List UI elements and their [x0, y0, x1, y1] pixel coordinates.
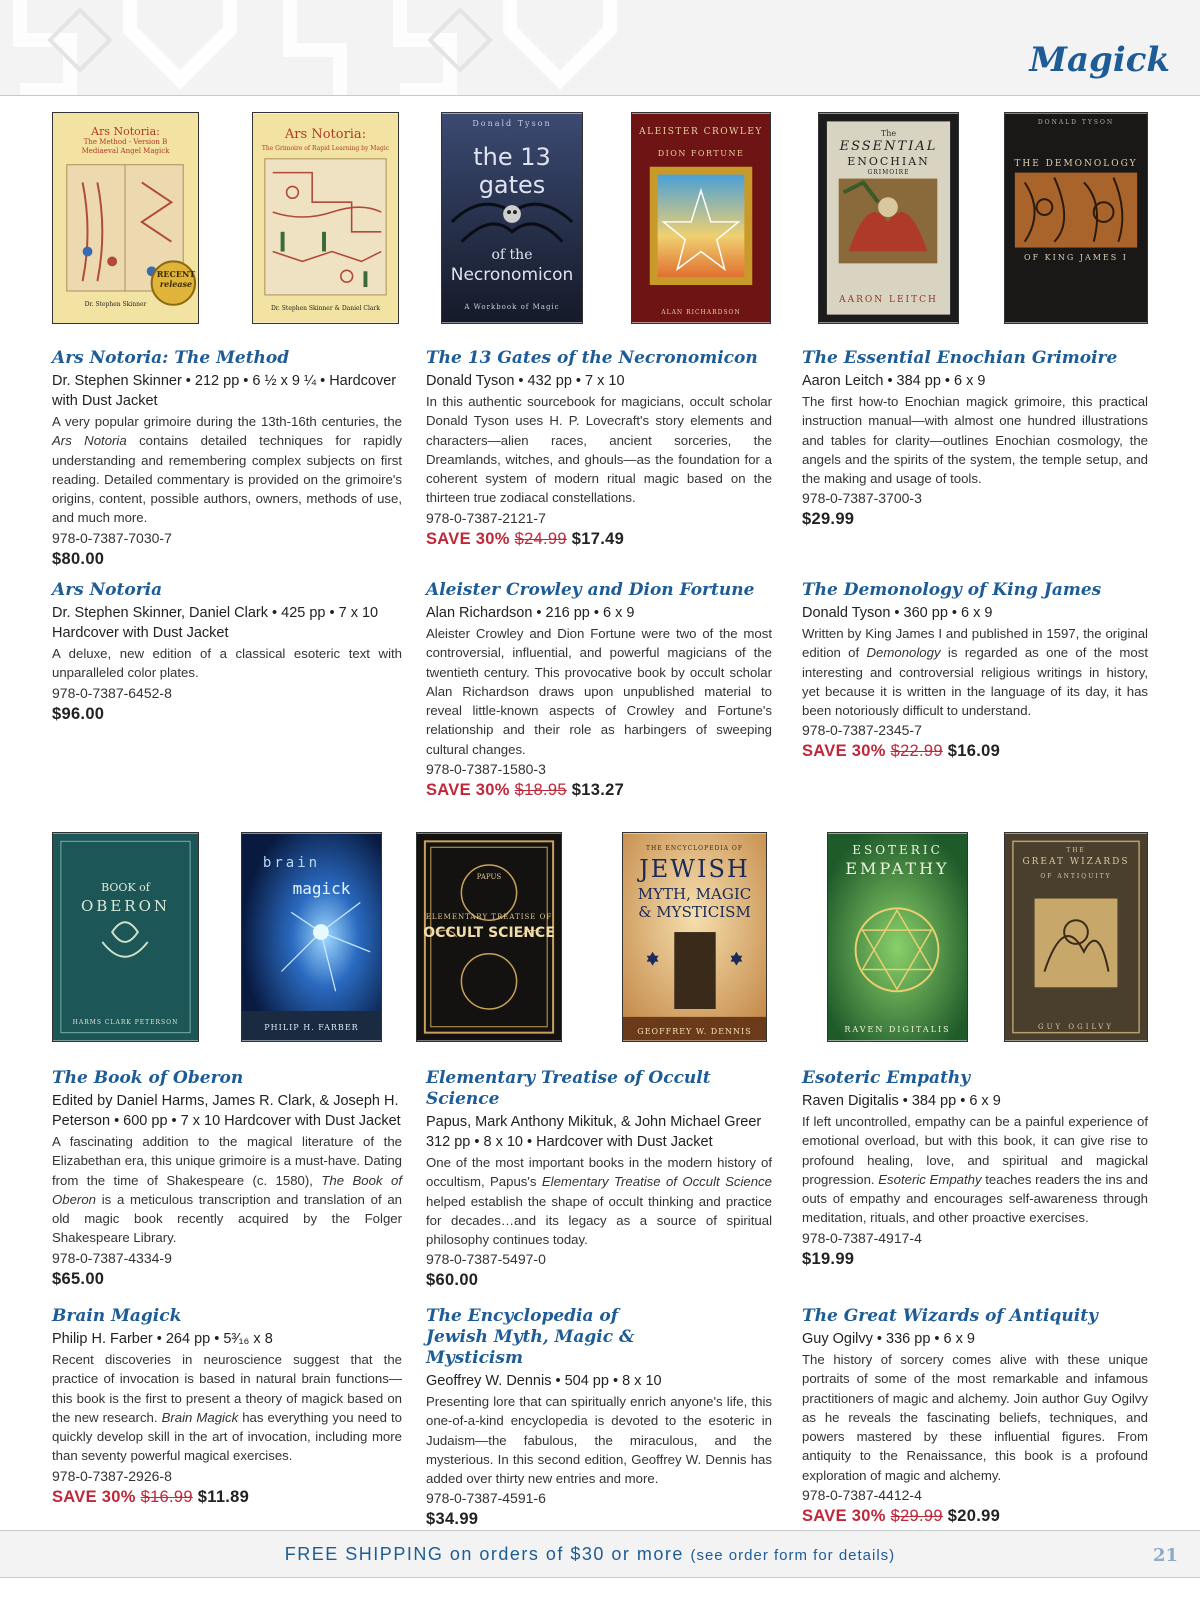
free-shipping-banner — [0, 1544, 1180, 1565]
book-title[interactable]: The Great Wizards of Antiquity — [802, 1306, 1098, 1326]
cover-title-line1: ESOTERIC — [852, 843, 943, 857]
sale-price: $17.49 — [571, 529, 625, 548]
book-entry-esoteric-empathy — [802, 1068, 1148, 1270]
book-price: $19.99 — [802, 1249, 855, 1268]
cover-title-line3: MYTH, MAGIC — [637, 885, 752, 903]
book-price: $96.00 — [52, 704, 105, 723]
book-meta: Guy Ogilvy • 336 pp • 6 x 9 — [802, 1331, 975, 1347]
cover-title-line1: Ars Notoria: — [91, 125, 160, 138]
cover-title-line2: GREAT WIZARDS — [1022, 857, 1130, 867]
book-meta: Papus, Mark Anthony Mikituk, & John Michael Greer 312 pp • 8 x 10 • Hardcover with Dust Jacket — [426, 1114, 762, 1150]
book-price-row — [426, 779, 772, 801]
sale-price: $20.99 — [947, 1507, 1001, 1526]
book-meta: Philip H. Farber • 264 pp • 5³⁄₁₆ x 8 — [52, 1331, 273, 1347]
book-entry-jewish-encyclopedia — [426, 1306, 772, 1530]
book-title[interactable]: Ars Notoria — [52, 580, 163, 600]
book-title[interactable]: Esoteric Empathy — [802, 1068, 971, 1088]
cover-title-line2: magick — [292, 879, 351, 898]
book-description — [426, 1153, 772, 1249]
book-price-row — [52, 1486, 402, 1508]
cover-title-line2: The Grimoire of Rapid Learning by Magic — [261, 145, 390, 152]
badge-line2: release — [159, 279, 193, 289]
desc-emphasis: Esoteric Empathy — [878, 1171, 982, 1187]
recent-release-badge — [151, 269, 199, 289]
book-meta: Raven Digitalis • 384 pp • 6 x 9 — [802, 1093, 1001, 1109]
book-entry-ars-notoria-method — [52, 348, 402, 570]
sale-price: $13.27 — [571, 781, 625, 800]
book-isbn: 978-0-7387-4917-4 — [802, 1229, 922, 1246]
cover-art — [1005, 113, 1147, 323]
old-price: $16.99 — [140, 1487, 193, 1506]
book-meta: Aaron Leitch • 384 pp • 6 x 9 — [802, 373, 986, 389]
cover-title-line2: JEWISH — [639, 855, 750, 883]
cover-title-line3: Necronomicon — [450, 265, 574, 285]
book-meta: Geoffrey W. Dennis • 504 pp • 8 x 10 — [426, 1373, 662, 1389]
book-meta: Edited by Daniel Harms, James R. Clark, & Joseph H. Peterson • 600 pp • 7 x 10 Hardcover with Dust Jacket — [52, 1093, 401, 1129]
cover-title-line1: ESSENTIAL — [839, 139, 938, 154]
cover-title-line2: The Method - Version B — [83, 138, 168, 146]
cover-author: Dr. Stephen Skinner — [84, 301, 147, 308]
save-badge: SAVE 30% — [426, 781, 510, 800]
book-title[interactable]: The Essential Enochian Grimoire — [802, 348, 1118, 368]
book-meta: Donald Tyson • 360 pp • 6 x 9 — [802, 605, 993, 621]
badge-line1: RECENT — [156, 269, 196, 279]
shipping-main-text: FREE SHIPPING on orders of $30 or more — [284, 1544, 684, 1564]
book-isbn: 978-0-7387-3700-3 — [802, 490, 922, 507]
cover-author: DONALD TYSON — [1037, 119, 1115, 126]
cover-subtitle: A Workbook of Magic — [464, 303, 560, 311]
desc-emphasis: Ars Notoria — [52, 433, 127, 449]
book-isbn: 978-0-7387-4591-6 — [426, 1490, 546, 1507]
cover-author: PHILIP H. FARBER — [264, 1023, 359, 1032]
cover-title-line1: ALEISTER CROWLEY — [639, 127, 763, 137]
book-price-row — [802, 1505, 1148, 1527]
save-badge: SAVE 30% — [52, 1487, 136, 1506]
book-description — [802, 624, 1148, 720]
cover-title-line1: the 13 gates — [473, 143, 551, 199]
cover-row-1 — [0, 110, 1200, 330]
book-title[interactable]: The Encyclopedia of Jewish Myth, Magic & Mysticism — [426, 1306, 635, 1368]
desc-emphasis: Brain Magick — [161, 1409, 239, 1425]
book-title[interactable]: The Demonology of King James — [802, 580, 1102, 600]
desc-part: contains detailed techniques for rapidly understanding and remembering complex subjects on first reading. Detailed commentary is provided on the grimoire's origins, content, possible authors, owners, methods of use, and much more. — [52, 433, 402, 526]
book-entry-ars-notoria — [52, 580, 402, 725]
page-footer — [0, 1530, 1200, 1578]
book-meta: Donald Tyson • 432 pp • 7 x 10 — [426, 373, 625, 389]
sale-price: $16.09 — [947, 742, 1001, 761]
book-description: A deluxe, new edition of a classical esoteric text with unparalleled color plates. — [52, 646, 402, 681]
cover-title-line1: THE — [1066, 847, 1086, 854]
cover-title-line1: THE DEMONOLOGY — [1014, 159, 1138, 169]
cover-title-line2: OF KING JAMES I — [1024, 253, 1128, 262]
book-isbn: 978-0-7387-1580-3 — [426, 761, 546, 778]
book-isbn: 978-0-7387-2121-7 — [426, 509, 546, 526]
book-description: The first how-to Enochian magick grimoire, this practical instruction manual—with almost one hundred illustrations and tables for clarity—outlines Enochian cosmology, the angels and the spirits of the system, the temple setup, and the making and usage of tools. — [802, 394, 1148, 487]
book-entry-brain-magick — [52, 1306, 402, 1508]
cover-author: PAPUS — [476, 873, 502, 881]
page-number: 21 — [1152, 1545, 1178, 1566]
book-price: $34.99 — [426, 1510, 479, 1529]
desc-part: A fascinating addition to the magical literature of the Elizabethan era, this unique grimoire is a must-have. Dating from the time of Shakespeare (c. 1580), — [52, 1134, 402, 1188]
cover-title-line1: brain — [262, 855, 321, 871]
book-meta: Alan Richardson • 216 pp • 6 x 9 — [426, 605, 635, 621]
cover-title-line2: of the — [491, 247, 533, 263]
desc-part: A very popular grimoire during the 13th-16th centuries, the — [52, 414, 402, 429]
cover-title-line3: OF ANTIQUITY — [1040, 873, 1112, 880]
book-description: Aleister Crowley and Dion Fortune were two of the most controversial, influential, and powerful magicians of the twentieth century. This provocative book by occult scholar Alan Richardson draws upon unpublished material to reveal little-known aspects of Crowley and Fortune's relationship and their role as harbingers of sweeping cultural changes. — [426, 626, 772, 757]
cover-title-line3: GRIMOIRE — [867, 169, 910, 176]
book-entry-oberon — [52, 1068, 402, 1290]
book-price-row — [426, 528, 772, 550]
book-description: In this authentic sourcebook for magicians, occult scholar Donald Tyson uses H. P. Lovecraft's story elements and characters—alien races, ancient sorceries, the Dreamlands, witches, and ghouls—as the foundation for a coherent system of modern ritual magic based on the thirteen true zodiacal constellations. — [426, 394, 772, 506]
book-entry-enochian — [802, 348, 1148, 530]
cover-author: GEOFFREY W. DENNIS — [637, 1027, 752, 1036]
book-isbn: 978-0-7387-7030-7 — [52, 529, 172, 546]
book-isbn: 978-0-7387-6452-8 — [52, 684, 172, 701]
cover-crowley-fortune[interactable] — [631, 112, 771, 324]
cover-author: HARMS CLARK PETERSON — [72, 1019, 179, 1026]
old-price: $18.95 — [514, 781, 567, 800]
cover-author: ALAN RICHARDSON — [661, 309, 741, 316]
book-title[interactable]: Aleister Crowley and Dion Fortune — [426, 580, 755, 600]
book-meta: Dr. Stephen Skinner, Daniel Clark • 425 pp • 7 x 10 Hardcover with Dust Jacket — [52, 605, 379, 641]
old-price: $24.99 — [514, 529, 567, 548]
cover-title-line4: & MYSTICISM — [638, 903, 751, 921]
cover-title-line1: Ars Notoria: — [284, 127, 367, 142]
cover-brain-magick[interactable] — [241, 832, 382, 1042]
cover-author: GUY OGILVY — [1038, 1023, 1114, 1031]
desc-part: helped establish the shape of occult thinking and practice for decades…and its legacy as a source of spiritual philosophy continues today. — [426, 1193, 772, 1248]
book-entry-occult-science — [426, 1068, 772, 1291]
cover-art — [632, 113, 770, 323]
section-title: Magick — [1029, 40, 1170, 80]
cover-title-line2: OCCULT SCIENCE — [423, 925, 555, 941]
cover-ars-notoria[interactable] — [252, 112, 399, 324]
cover-demonology[interactable] — [1004, 112, 1148, 324]
book-title[interactable]: Elementary Treatise of Occult Science — [426, 1068, 711, 1109]
desc-part: has everything you need to quickly develop skill in the art of invocation, including more than seventy powerful magical exercises. — [52, 1409, 402, 1464]
book-entry-crowley-fortune — [426, 580, 772, 801]
desc-part: is regarded as one of the most interesting and controversial religious writings in history, yet because it is written in the language of its day, it has been notoriously difficult to understand. — [802, 645, 1148, 719]
cover-title-line3: Mediaeval Angel Magick — [81, 147, 170, 155]
book-price-row — [802, 740, 1148, 762]
save-badge: SAVE 30% — [426, 529, 510, 548]
book-isbn: 978-0-7387-4334-9 — [52, 1249, 172, 1266]
cover-author: RAVEN DIGITALIS — [844, 1025, 951, 1034]
book-price: $65.00 — [52, 1269, 105, 1288]
book-entry-13-gates — [426, 348, 772, 550]
old-price: $29.99 — [890, 1507, 943, 1526]
sale-price: $11.89 — [197, 1487, 250, 1506]
cover-13-gates[interactable] — [441, 112, 583, 324]
book-title[interactable]: Brain Magick — [52, 1306, 182, 1326]
cover-row-2 — [0, 828, 1200, 1046]
cover-title-line1: BOOK of — [101, 881, 150, 894]
book-description — [52, 1132, 402, 1248]
cover-author: Dr. Stephen Skinner & Daniel Clark — [270, 305, 381, 312]
book-title[interactable]: Ars Notoria: The Method — [52, 348, 290, 368]
desc-emphasis: Demonology — [866, 645, 941, 661]
desc-part: is a meticulous transcription and translation of an old magic book recently acquired by the Folger Shakespeare Library. — [52, 1191, 402, 1246]
book-isbn: 978-0-7387-5497-0 — [426, 1251, 546, 1268]
book-isbn: 978-0-7387-2345-7 — [802, 722, 922, 739]
old-price: $22.99 — [890, 742, 943, 761]
book-isbn: 978-0-7387-4412-4 — [802, 1487, 922, 1504]
cover-art — [53, 833, 198, 1041]
cover-title-line1: THE ENCYCLOPEDIA OF — [645, 845, 743, 852]
book-title[interactable]: The 13 Gates of the Necronomicon — [426, 348, 758, 368]
cover-oberon[interactable] — [52, 832, 199, 1042]
page-header — [0, 0, 1200, 96]
book-isbn: 978-0-7387-2926-8 — [52, 1467, 172, 1484]
cover-esoteric-empathy[interactable] — [827, 832, 968, 1042]
book-description — [52, 412, 402, 528]
cover-ars-notoria-method[interactable] — [52, 112, 199, 324]
desc-part: If left uncontrolled, empathy can be a painful experience of emotional overload, but with this book, it can give rise to profound healing, love, and spiritual and magickal progression. — [802, 1114, 1148, 1187]
desc-part: One of the most important books in the modern history of occultism, Papus's — [426, 1155, 772, 1190]
save-badge: SAVE 30% — [802, 1507, 886, 1526]
header-pattern-decoration — [0, 0, 620, 96]
desc-part: Written by King James I and published in 1597, the original edition of — [802, 626, 1148, 661]
book-entry-demonology — [802, 580, 1148, 762]
book-price: $80.00 — [52, 549, 105, 568]
cover-jewish-encyclopedia[interactable] — [622, 832, 767, 1042]
book-description — [52, 1350, 402, 1466]
book-entry-great-wizards — [802, 1306, 1148, 1527]
desc-part: Recent discoveries in neuroscience suggest that the practice of invocation is based in natural brain functions—this book is the first to present a theory of magick based on the new research. — [52, 1352, 402, 1425]
cover-title-line2: ENOCHIAN — [847, 155, 930, 168]
desc-part: teaches readers the ins and outs of empathy and encourages self-awareness through meditation, rituals, and other proactive exercises. — [802, 1171, 1148, 1226]
cover-enochian[interactable] — [818, 112, 959, 324]
shipping-note-text: (see order form for details) — [690, 1547, 896, 1564]
book-title[interactable]: The Book of Oberon — [52, 1068, 244, 1088]
book-price: $29.99 — [802, 510, 855, 529]
desc-emphasis: Elementary Treatise of Occult Science — [541, 1174, 772, 1190]
cover-title-line2: EMPATHY — [845, 859, 950, 878]
desc-emphasis: The Book of Oberon — [52, 1172, 402, 1207]
book-description: The history of sorcery comes alive with these unique portraits of some of the most remarkable and infamous practitioners of magic and alchemy. Join author Guy Ogilvy as he reveals the fascinating beliefs, techniques, and powers mastered by these influential figures. From antiquity to the Renaissance, this book is a profound exploration of magic and alchemy. — [802, 1352, 1148, 1483]
book-meta: Dr. Stephen Skinner • 212 pp • 6 ½ x 9 ¼ • Hardcover with Dust Jacket — [52, 373, 397, 409]
cover-the: The — [880, 129, 897, 138]
book-description — [802, 1112, 1148, 1228]
cover-title-line2: DION FORTUNE — [657, 149, 745, 158]
cover-author: Donald Tyson — [472, 119, 552, 128]
cover-occult-science[interactable] — [416, 832, 562, 1042]
book-description: Presenting lore that can spiritually enrich anyone's life, this one-of-a-kind encyclopedia is devoted to the esoteric in Judaism—the fabulous, the miraculous, and the mysterious. In this second edition, Geoffrey W. Dennis has added over thirty new entries and more. — [426, 1394, 772, 1487]
cover-title-line1: ELEMENTARY TREATISE OF — [425, 913, 553, 921]
cover-title-line2: OBERON — [81, 897, 170, 915]
cover-author: AARON LEITCH — [839, 295, 938, 305]
book-price: $60.00 — [426, 1271, 479, 1290]
cover-great-wizards[interactable] — [1004, 832, 1148, 1042]
save-badge: SAVE 30% — [802, 742, 886, 761]
